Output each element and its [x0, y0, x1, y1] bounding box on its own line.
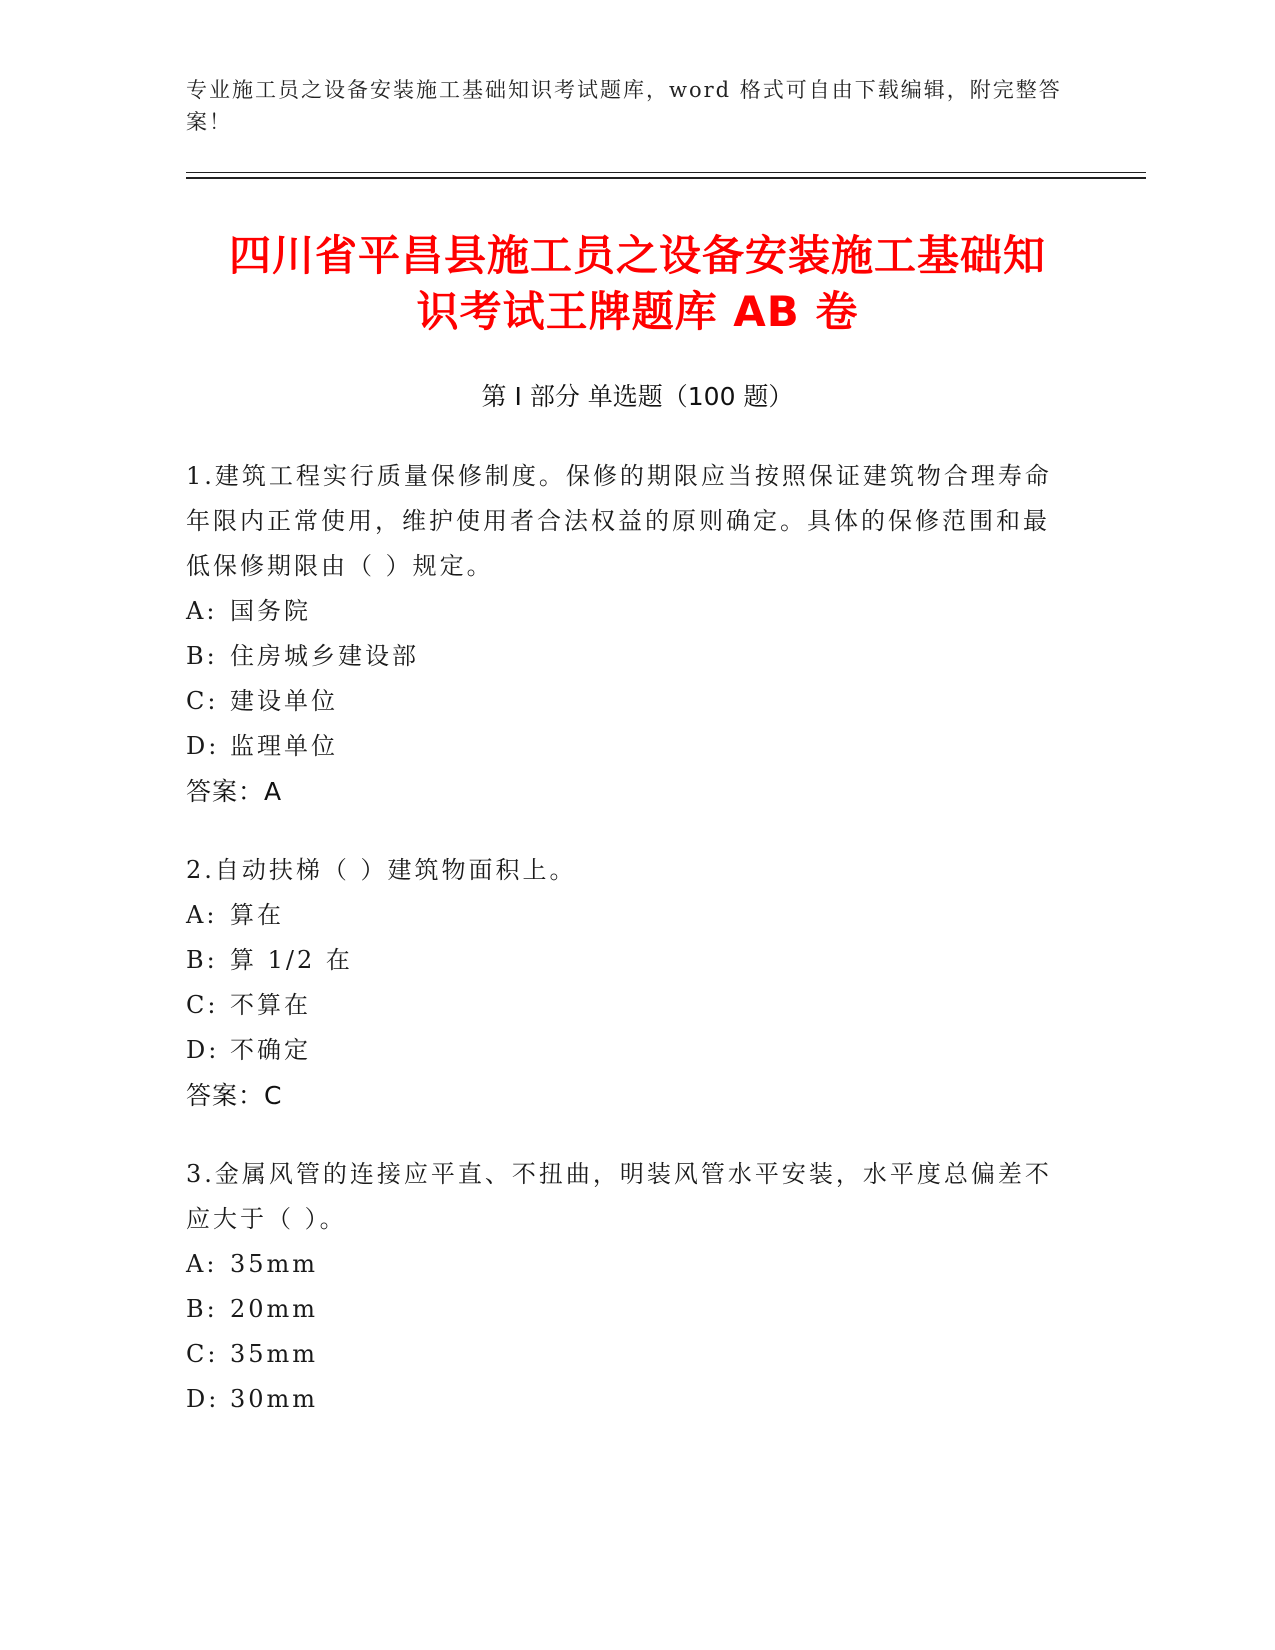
- option-c: [186, 983, 1056, 1028]
- option-b: [186, 634, 1056, 679]
- option-text: 30mm: [230, 1385, 319, 1413]
- document-title-line-1: 四川省平昌县施工员之设备安装施工基础知: [228, 231, 1046, 280]
- option-key: C:: [186, 1340, 219, 1368]
- question-stem: 3.金属风管的连接应平直、不扭曲，明装风管水平安装，水平度总偏差不应大于（ ）。: [186, 1160, 1052, 1233]
- option-key: D:: [186, 1385, 220, 1413]
- question-1: [186, 454, 1056, 814]
- option-b: [186, 1287, 1056, 1332]
- option-text: 国务院: [230, 597, 311, 625]
- option-key: D:: [186, 732, 220, 760]
- question-2: [186, 848, 1056, 1118]
- option-key: A:: [186, 1250, 218, 1278]
- option-text: 监理单位: [230, 732, 338, 760]
- option-text: 不确定: [230, 1036, 311, 1064]
- document-title-line-2: 识考试王牌题库 AB 卷: [416, 287, 859, 336]
- answer-label: 答案：A: [186, 777, 283, 806]
- option-text: 35mm: [230, 1340, 319, 1368]
- option-text: 住房城乡建设部: [230, 642, 419, 670]
- option-a: [186, 1242, 1056, 1287]
- option-c: [186, 1332, 1056, 1377]
- option-key: B:: [186, 946, 218, 974]
- header-note: 专业施工员之设备安装施工基础知识考试题库，word 格式可自由下载编辑，附完整答案！: [186, 78, 1062, 134]
- option-text: 35mm: [230, 1250, 319, 1278]
- option-text: 算 1/2 在: [230, 946, 353, 974]
- option-d: [186, 1377, 1056, 1422]
- document-title: [160, 228, 1115, 340]
- option-d: [186, 724, 1056, 769]
- section-heading: 第 I 部分 单选题（100 题）: [481, 382, 794, 411]
- option-text: 20mm: [230, 1295, 319, 1323]
- option-key: A:: [186, 901, 218, 929]
- question-stem: 2.自动扶梯（ ）建筑物面积上。: [186, 856, 577, 884]
- option-key: C:: [186, 687, 219, 715]
- option-a: [186, 589, 1056, 634]
- header-divider-thick: [186, 177, 1146, 179]
- option-text: 算在: [230, 901, 284, 929]
- question-3: [186, 1152, 1056, 1422]
- option-c: [186, 679, 1056, 724]
- option-text: 不算在: [230, 991, 311, 1019]
- option-text: 建设单位: [230, 687, 338, 715]
- option-a: [186, 893, 1056, 938]
- answer-label: 答案：C: [186, 1081, 283, 1110]
- question-stem: 1.建筑工程实行质量保修制度。保修的期限应当按照保证建筑物合理寿命年限内正常使用，维护使用者合法权益的原则确定。具体的保修范围和最低保修期限由（ ）规定。: [186, 462, 1052, 580]
- option-key: D:: [186, 1036, 220, 1064]
- option-b: [186, 938, 1056, 983]
- option-d: [186, 1028, 1056, 1073]
- option-key: A:: [186, 597, 218, 625]
- option-key: B:: [186, 1295, 218, 1323]
- option-key: B:: [186, 642, 218, 670]
- header-divider-thin: [186, 172, 1146, 173]
- option-key: C:: [186, 991, 219, 1019]
